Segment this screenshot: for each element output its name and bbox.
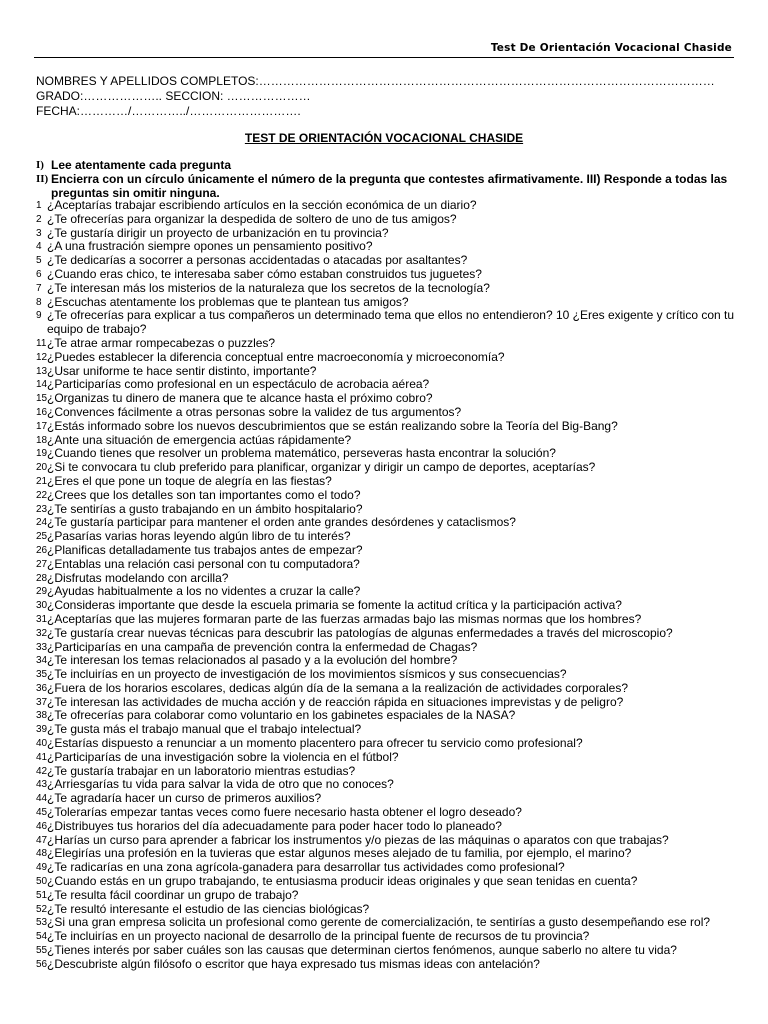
question-text: ¿Distribuyes tus horarios del día adecuadamente para poder hacer todo lo planeado?: [47, 818, 502, 833]
question-item: [36, 930, 736, 944]
instruction-number: I): [36, 159, 44, 171]
question-item: [36, 834, 736, 848]
question-item: [36, 268, 736, 282]
question-number: 54: [36, 931, 48, 943]
question-number: 17: [36, 420, 48, 432]
question-number: 7: [36, 282, 42, 294]
question-item: [36, 944, 736, 958]
question-text: ¿Eres el que pone un toque de alegría en las fiestas?: [47, 473, 332, 488]
question-text: ¿Estarías dispuesto a renunciar a un momento placentero para ofrecer tu servicio como profesional?: [47, 736, 583, 751]
question-text: ¿Ante una situación de emergencia actúas rápidamente?: [47, 432, 352, 447]
student-info-fields: [36, 74, 715, 119]
instruction-item: [36, 172, 736, 200]
question-text: ¿Te interesan los temas relacionados al pasado y a la evolución del hombre?: [47, 653, 458, 668]
question-text: ¿Aceptarías que las mujeres formaran parte de las fuerzas armadas bajo las mismas normas que los hombres?: [47, 611, 642, 626]
question-text: ¿Convences fácilmente a otras personas sobre la validez de tus argumentos?: [47, 404, 462, 419]
instruction-text: Lee atentamente cada pregunta: [51, 158, 232, 172]
question-item: [36, 737, 736, 751]
question-item: [36, 227, 736, 241]
question-text: ¿Te incluirías en un proyecto nacional de desarrollo de la principal fuente de recursos de tu provincia?: [47, 929, 590, 944]
question-item: [36, 627, 736, 641]
question-item: [36, 778, 736, 792]
question-text: ¿Arriesgarías tu vida para salvar la vida de otro que no conoces?: [47, 777, 394, 792]
question-item: [36, 254, 736, 268]
question-number: 39: [36, 724, 48, 736]
question-item: [36, 751, 736, 765]
question-number: 11: [36, 337, 47, 349]
question-text: ¿Si te convocara tu club preferido para planificar, organizar y dirigir un campo de deportes, aceptarías?: [47, 460, 596, 475]
question-text: ¿Cuando estás en un grupo trabajando, te entusiasma producir ideas originales y que sean tenidas en cuenta?: [47, 874, 638, 889]
question-number: 20: [36, 462, 48, 474]
question-item: [36, 434, 736, 448]
question-text: ¿Te ofrecerías para organizar la despedida de soltero de uno de tus amigos?: [47, 211, 457, 226]
field-grade-section: GRADO:……………….. SECCION: …………………: [36, 89, 311, 103]
question-item: [36, 806, 736, 820]
question-item: [36, 378, 736, 392]
question-number: 14: [36, 379, 48, 391]
question-item: [36, 282, 736, 296]
question-text: ¿Te incluirías en un proyecto de investigación de los movimientos sísmicos y sus consecuencias?: [47, 667, 567, 682]
question-item: [36, 420, 736, 434]
question-text: ¿Te gusta más el trabajo manual que el trabajo intelectual?: [47, 722, 362, 737]
question-number: 40: [36, 738, 48, 750]
question-number: 50: [36, 876, 48, 888]
question-number: 22: [36, 489, 48, 501]
question-text: ¿Te interesan las actividades de mucha acción y de reacción rápida en situaciones imprevistas y de peligro?: [47, 694, 624, 709]
question-number: 46: [36, 820, 48, 832]
question-item: [36, 682, 736, 696]
question-item: [36, 558, 736, 572]
question-text: ¿Pasarías varias horas leyendo algún libro de tu interés?: [47, 529, 351, 544]
question-item: [36, 447, 736, 461]
question-item: [36, 889, 736, 903]
question-number: 28: [36, 572, 48, 584]
question-item: [36, 406, 736, 420]
question-item: [36, 365, 736, 379]
question-number: 26: [36, 544, 48, 556]
question-item: [36, 723, 736, 737]
question-text: ¿Elegirías una profesión en la tuvieras que estar algunos meses alejado de tu familia, por ejemplo, el marino?: [47, 846, 632, 861]
question-text: ¿Consideras importante que desde la escuela primaria se fomente la actitud crítica y la participación activa?: [47, 598, 622, 613]
question-number: 38: [36, 710, 48, 722]
question-item: [36, 765, 736, 779]
question-number: 15: [36, 393, 48, 405]
question-number: 35: [36, 669, 48, 681]
question-item: [36, 916, 736, 930]
question-text: ¿Fuera de los horarios escolares, dedicas algún día de la semana a la realización de actividades corporales?: [47, 680, 628, 695]
question-list: [36, 199, 736, 972]
question-text: ¿Harías un curso para aprender a fabricar los instrumentos y/o piezas de las máquinas o aparatos con que trabajas?: [47, 832, 669, 847]
question-number: 37: [36, 696, 48, 708]
question-item: [36, 875, 736, 889]
question-text: ¿Te dedicarías a socorrer a personas accidentadas o atacadas por asaltantes?: [47, 253, 468, 268]
question-number: 29: [36, 586, 48, 598]
question-number: 51: [36, 889, 48, 901]
question-text: ¿Crees que los detalles son tan importantes como el todo?: [47, 487, 361, 502]
question-number: 42: [36, 765, 48, 777]
question-item: [36, 572, 736, 586]
question-text: ¿Entablas una relación casi personal con tu computadora?: [47, 556, 360, 571]
question-number: 18: [36, 434, 48, 446]
question-item: [36, 309, 736, 337]
question-number: 16: [36, 406, 48, 418]
question-item: [36, 654, 736, 668]
question-number: 44: [36, 793, 48, 805]
question-number: 43: [36, 779, 48, 791]
question-text: ¿Te resultó interesante el estudio de las ciencias biológicas?: [47, 901, 370, 916]
question-text: ¿Tolerarías empezar tantas veces como fuere necesario hasta obtener el logro deseado?: [47, 805, 522, 820]
question-number: 27: [36, 558, 48, 570]
question-text: ¿Participarías en una campaña de prevención contra la enfermedad de Chagas?: [47, 639, 478, 654]
question-number: 25: [36, 531, 48, 543]
question-item: [36, 392, 736, 406]
question-item: [36, 585, 736, 599]
question-text: ¿Te atrae armar rompecabezas o puzzles?: [47, 335, 276, 350]
question-number: 48: [36, 848, 48, 860]
question-item: [36, 641, 736, 655]
question-number: 33: [36, 641, 48, 653]
question-item: [36, 489, 736, 503]
question-text: ¿Participarías de una investigación sobre la violencia en el fútbol?: [47, 749, 399, 764]
question-text: ¿Te resulta fácil coordinar un grupo de trabajo?: [47, 887, 299, 902]
question-item: [36, 903, 736, 917]
question-text: ¿Escuchas atentamente los problemas que te plantean tus amigos?: [47, 294, 409, 309]
question-number: 23: [36, 503, 48, 515]
question-text: ¿Cuando eras chico, te interesaba saber cómo estaban construidos tus juguetes?: [47, 266, 482, 281]
question-number: 32: [36, 627, 48, 639]
question-number: 55: [36, 945, 48, 957]
question-item: [36, 544, 736, 558]
question-text: ¿A una frustración siempre opones un pensamiento positivo?: [47, 239, 373, 254]
question-number: 8: [36, 296, 42, 308]
question-text: ¿Estás informado sobre los nuevos descubrimientos que se están realizando sobre la Teoría del Big-Bang?: [47, 418, 618, 433]
question-number: 21: [36, 475, 48, 487]
question-item: [36, 820, 736, 834]
question-item: [36, 792, 736, 806]
question-text: ¿Aceptarías trabajar escribiendo artículos en la sección económica de un diario?: [47, 198, 477, 212]
question-text: ¿Te gustaría dirigir un proyecto de urbanización en tu provincia?: [47, 225, 389, 240]
question-text: ¿Usar uniforme te hace sentir distinto, importante?: [47, 363, 317, 378]
instructions: [36, 158, 736, 200]
question-text: ¿Tienes interés por saber cuáles son las causas que determinan ciertos fenómenos, aunque saberlo no altere tu vida?: [47, 943, 677, 958]
question-item: [36, 475, 736, 489]
question-text: ¿Te interesan más los misterios de la naturaleza que los secretos de la tecnología?: [47, 280, 490, 295]
question-item: [36, 696, 736, 710]
question-number: 13: [36, 365, 48, 377]
question-item: [36, 351, 736, 365]
question-item: [36, 296, 736, 310]
question-number: 5: [36, 255, 42, 267]
question-number: 47: [36, 834, 48, 846]
field-date: FECHA:…………/…………../……………………….: [36, 104, 301, 118]
question-text: ¿Te agradaría hacer un curso de primeros auxilios?: [47, 791, 322, 806]
question-item: [36, 516, 736, 530]
question-item: [36, 461, 736, 475]
question-text: ¿Descubriste algún filósofo o escritor que haya expresado tus mismas ideas con antelación?: [47, 956, 540, 971]
running-header: Test De Orientación Vocacional Chaside: [490, 42, 732, 54]
question-number: 3: [36, 227, 42, 239]
question-item: [36, 213, 736, 227]
question-number: 45: [36, 807, 48, 819]
question-item: [36, 337, 736, 351]
question-item: [36, 847, 736, 861]
question-text: ¿Participarías como profesional en un espectáculo de acrobacia aérea?: [47, 377, 430, 392]
question-item: [36, 668, 736, 682]
question-text: ¿Te gustaría trabajar en un laboratorio mientras estudias?: [47, 763, 356, 778]
question-item: [36, 199, 736, 213]
question-number: 31: [36, 613, 48, 625]
question-number: 6: [36, 268, 42, 280]
question-text: ¿Ayudas habitualmente a los no videntes a cruzar la calle?: [47, 584, 361, 599]
question-item: [36, 709, 736, 723]
question-item: [36, 530, 736, 544]
question-item: [36, 861, 736, 875]
question-number: 41: [36, 751, 48, 763]
question-text: ¿Te ofrecerías para colaborar como voluntario en los gabinetes espaciales de la NASA?: [47, 708, 516, 723]
question-number: 53: [36, 917, 48, 929]
document-title: TEST DE ORIENTACIÓN VOCACIONAL CHASIDE: [244, 131, 524, 145]
question-item: [36, 958, 736, 972]
question-text: ¿Te sentirías a gusto trabajando en un ámbito hospitalario?: [47, 501, 363, 516]
instruction-item: [36, 158, 736, 172]
question-text: ¿Te ofrecerías para explicar a tus compañeros un determinado tema que ellos no entendieron? 10 ¿Eres exigente y crítico con tu equipo de trabajo?: [47, 308, 735, 337]
question-text: ¿Disfrutas modelando con arcilla?: [47, 570, 229, 585]
question-number: 12: [36, 351, 48, 363]
instruction-number: II): [36, 173, 49, 185]
question-number: 9: [36, 310, 42, 322]
instruction-text: Encierra con un círculo únicamente el número de la pregunta que contestes afirmativamente. III) Responde a todas las preguntas sin omitir ninguna.: [51, 172, 728, 200]
question-number: 56: [36, 958, 48, 970]
question-text: ¿Cuando tienes que resolver un problema matemático, perseveras hasta encontrar la solución?: [47, 446, 556, 461]
question-item: [36, 599, 736, 613]
question-number: 49: [36, 862, 48, 874]
question-text: ¿Si una gran empresa solicita un profesional como gerente de comercialización, te sentirías a gusto desempeñando ese rol?: [47, 915, 711, 930]
question-number: 52: [36, 903, 48, 915]
question-text: ¿Te gustaría participar para mantener el orden ante grandes desórdenes y cataclismos?: [47, 515, 516, 530]
field-name: NOMBRES Y APELLIDOS COMPLETOS:……………………………………………………………………………………………………: [36, 74, 715, 88]
header-rule: [34, 57, 734, 58]
question-number: 1: [36, 200, 42, 211]
question-text: ¿Te radicarías en una zona agrícola-ganadera para desarrollar tus actividades como profesional?: [47, 860, 565, 875]
question-number: 36: [36, 682, 48, 694]
question-text: ¿Puedes establecer la diferencia conceptual entre macroeconomía y microeconomía?: [47, 349, 505, 364]
question-number: 2: [36, 213, 42, 225]
question-text: ¿Te gustaría crear nuevas técnicas para descubrir las patologías de algunas enfermedades a través del microscopio?: [47, 625, 673, 640]
question-item: [36, 240, 736, 254]
question-number: 19: [36, 448, 48, 460]
question-number: 30: [36, 600, 48, 612]
question-text: ¿Planificas detalladamente tus trabajos antes de empezar?: [47, 542, 363, 557]
question-item: [36, 613, 736, 627]
question-text: ¿Organizas tu dinero de manera que te alcance hasta el próximo cobro?: [47, 391, 433, 406]
question-number: 24: [36, 517, 48, 529]
question-item: [36, 503, 736, 517]
question-number: 34: [36, 655, 48, 667]
question-number: 4: [36, 241, 42, 253]
